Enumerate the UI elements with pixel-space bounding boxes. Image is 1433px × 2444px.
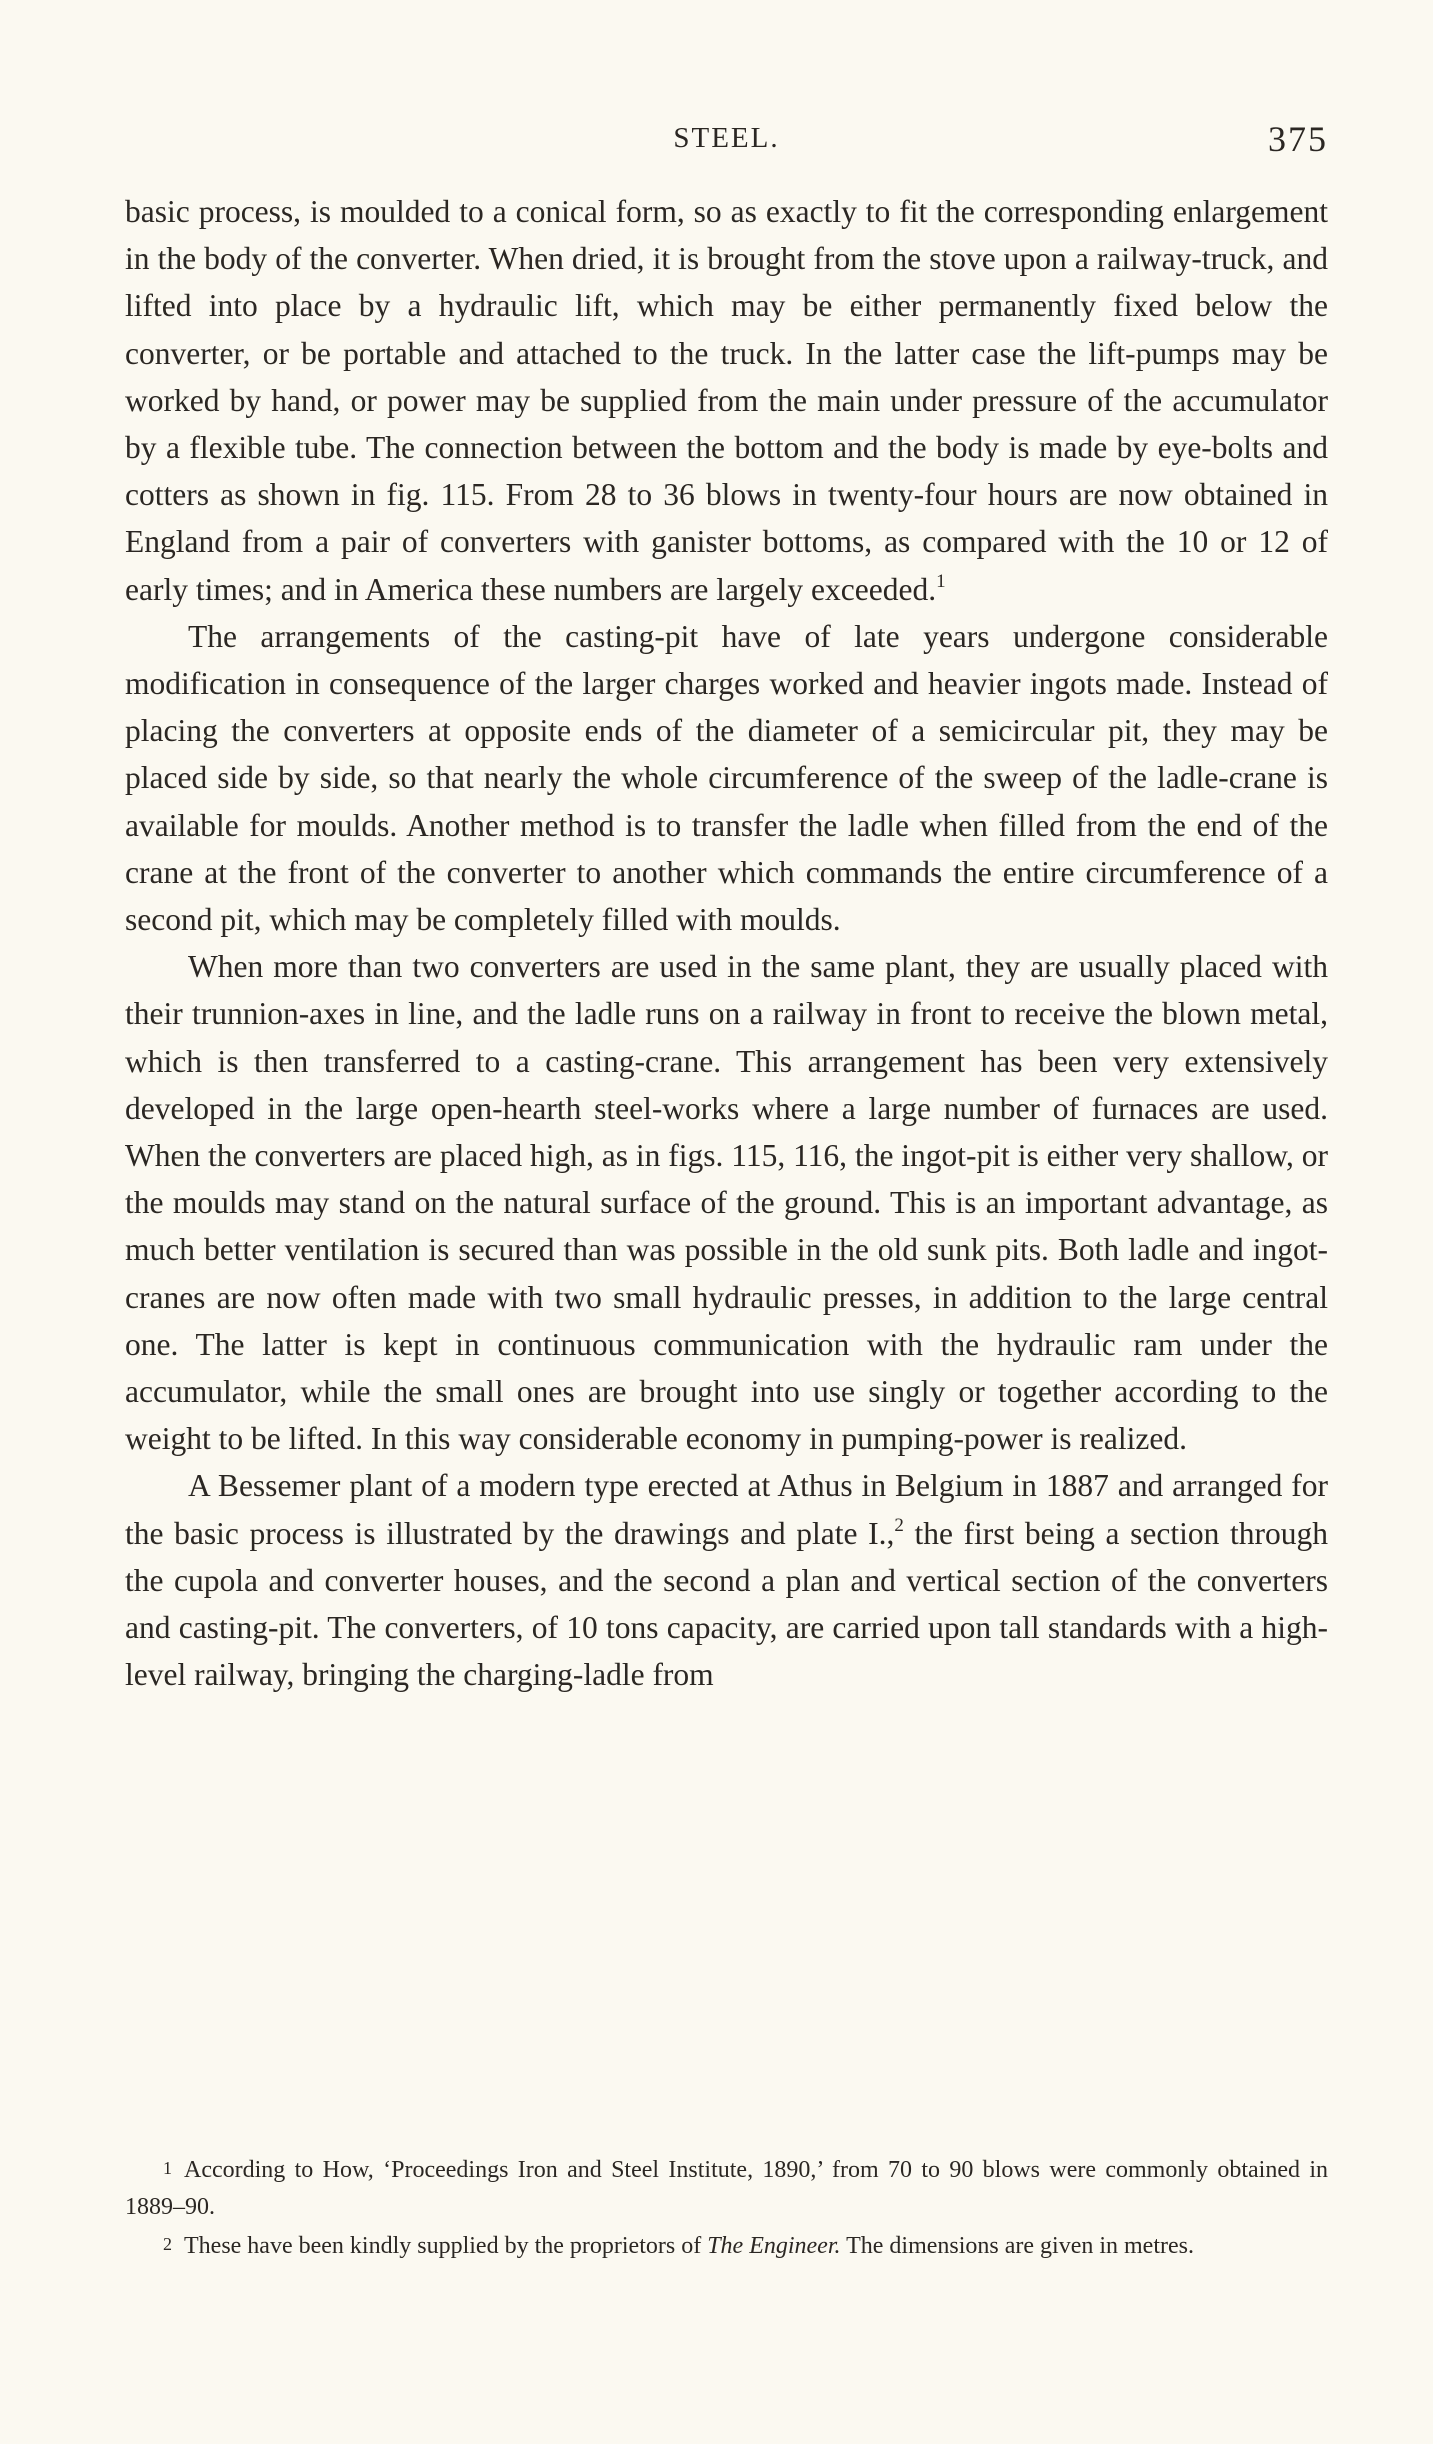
footnote-text: The dimensions are given in metres. — [840, 2233, 1194, 2259]
paragraph-converters: When more than two converters are used in the same plant, they are usually placed with their trunnion-axes in line, and the ladle runs on a railway in front to receive the blown metal, which is then transferred to a casting-crane. This arrangement has been very extensively developed in the large open-hearth steel-works where a large number of furnaces are used. When the converters are placed high, as in figs. 115, 116, the ingot-pit is either very shallow, or the moulds may stand on the natural surface of the ground. This is an important advantage, as much better ventilation is secured than was possible in the old sunk pits. Both ladle and ingot-cranes are now often made with two small hydraulic presses, in addition to the large central one. The latter is kept in continuous communication with the hydraulic ram under the accumulator, while the small ones are brought into use singly or together according to the weight to be lifted. In this way considerable economy in pumping-power is realized. — [125, 949, 1328, 1457]
footnote-mark: 1 — [163, 2158, 172, 2178]
running-title: STEEL. — [673, 122, 780, 154]
paragraph-casting-pit: The arrangements of the casting-pit have of late years undergone considerable modification in consequence of the larger charges worked and heavier ingots made. Instead of placing the converters at opposite ends of the diameter of a semicircular pit, they may be placed side by side, so that nearly the whole circumference of the sweep of the ladle-crane is available for moulds. Another method is to transfer the ladle when filled from the end of the crane at the front of the converter to another which commands the entire circumference of a second pit, which may be completely filled with moulds. — [125, 618, 1328, 938]
paragraph-athus-plant — [125, 1462, 1328, 1698]
paragraph-text: basic process, is moulded to a conical form, so as exactly to fit the corresponding enlargement in the body of the converter. When dried, it is brought from the stove upon a railway-truck, and lifted into place by a hydraulic lift, which may be either permanently fixed below the converter, or be portable and attached to the truck. In the latter case the lift-pumps may be worked by hand, or power may be supplied from the main under pressure of the accumulator by a flexible tube. The connection between the bottom and the body is made by eye-bolts and cotters as shown in fig. 115. From 28 to 36 blows in twenty-four hours are now obtained in England from a pair of converters with ganister bottoms, as compared with the 10 or 12 of early times; and in America these numbers are largely exceeded. — [125, 194, 1328, 607]
footnote-reference: 2 — [894, 1514, 904, 1536]
footnote-text: These have been kindly supplied by the proprietors of — [184, 2233, 708, 2259]
footnote-mark: 2 — [163, 2234, 172, 2254]
paragraph-text: A Bessemer plant of a modern type erected at Athus in Belgium in 1887 and arranged for the basic process is illustrated by the drawings and plate I., — [125, 1468, 1328, 1551]
paragraph-text: the first being a section through the cupola and converter houses, and the second a plan and vertical section of the converters and casting-pit. The converters, of 10 tons capacity, are carried upon tall standards with a high-level railway, bringing the charging-ladle from — [125, 1515, 1328, 1693]
footnote-1 — [125, 2150, 1328, 2226]
page-header — [125, 118, 1328, 162]
footnote-reference: 1 — [936, 570, 946, 592]
footnote-text: According to How, ‘Proceedings Iron and Steel Institute, 1890,’ from 70 to 90 blows were commonly obtained in 1889–90. — [125, 2157, 1328, 2220]
footnotes — [125, 2150, 1328, 2265]
page-number: 375 — [1268, 119, 1328, 159]
footnote-2 — [125, 2226, 1328, 2265]
body-text — [125, 188, 1328, 1699]
paragraph-continued — [125, 188, 1328, 613]
footnote-italic-title: The Engineer. — [707, 2233, 841, 2259]
